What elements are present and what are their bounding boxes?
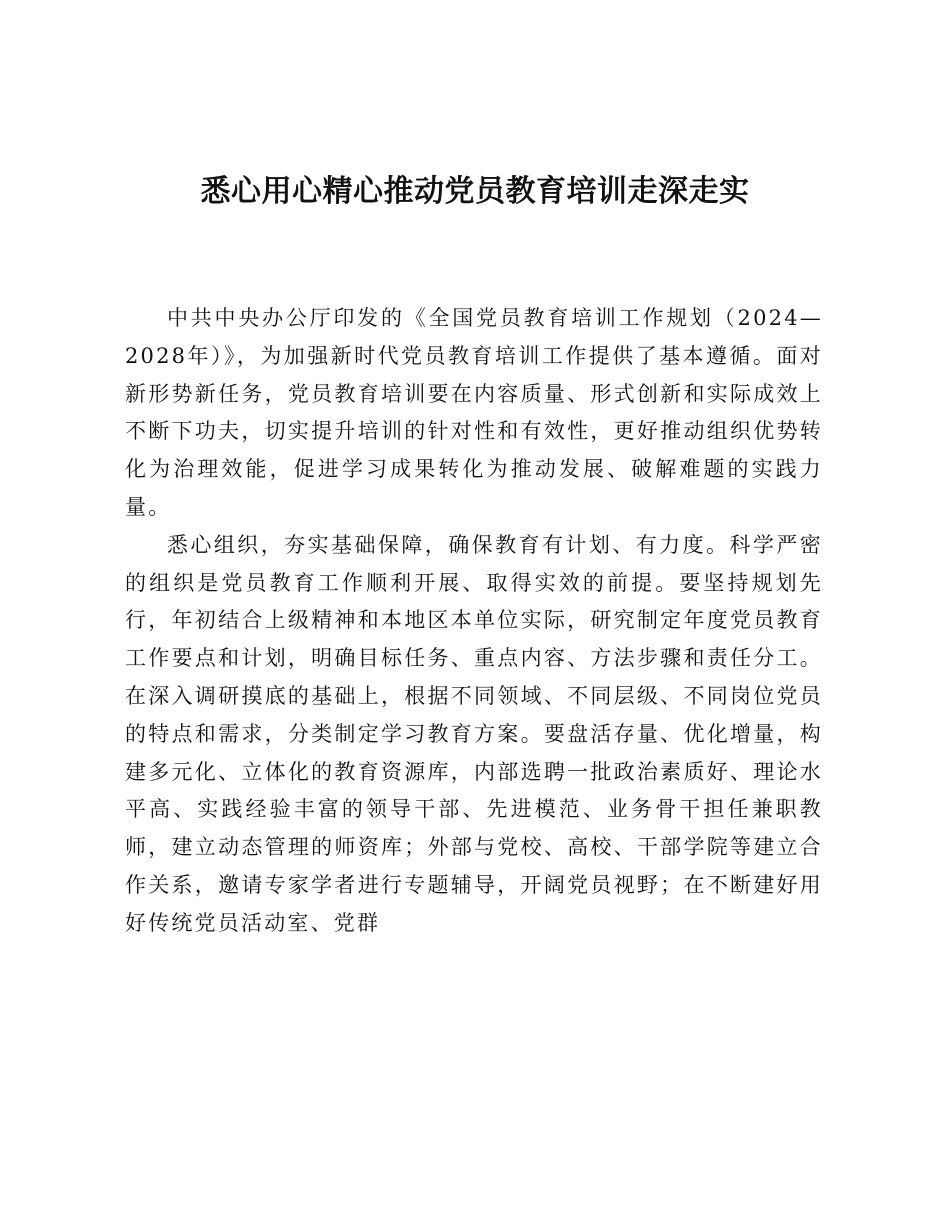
- paragraph-organization: 悉心组织，夯实基础保障，确保教育有计划、有力度。科学严密的组织是党员教育工作顺利开展、取得实效的前提。要坚持规划先行，年初结合上级精神和本地区本单位实际，研究制定年度党员教育工作要点和计划，明确目标任务、重点内容、方法步骤和责任分工。在深入调研摸底的基础上，根据不同领域、不同层级、不同岗位党员的特点和需求，分类制定学习教育方案。要盘活存量、优化增量，构建多元化、立体化的教育资源库，内部选聘一批政治素质好、理论水平高、实践经验丰富的领导干部、先进模范、业务骨干担任兼职教师，建立动态管理的师资库；外部与党校、高校、干部学院等建立合作关系，邀请专家学者进行专题辅导，开阔党员视野；在不断建好用好传统党员活动室、党群: [125, 532, 823, 935]
- document-title: 悉心用心精心推动党员教育培训走深走实: [200, 174, 750, 209]
- document-body: [125, 300, 823, 943]
- paragraph-intro: 中共中央办公厅印发的《全国党员教育培训工作规划（2024—2028年）》，为加强新时代党员教育培训工作提供了基本遵循。面对新形势新任务，党员教育培训要在内容质量、形式创新和实际成效上不断下功夫，切实提升培训的针对性和有效性，更好推动组织优势转化为治理效能，促进学习成果转化为推动发展、破解难题的实践力量。: [125, 306, 823, 519]
